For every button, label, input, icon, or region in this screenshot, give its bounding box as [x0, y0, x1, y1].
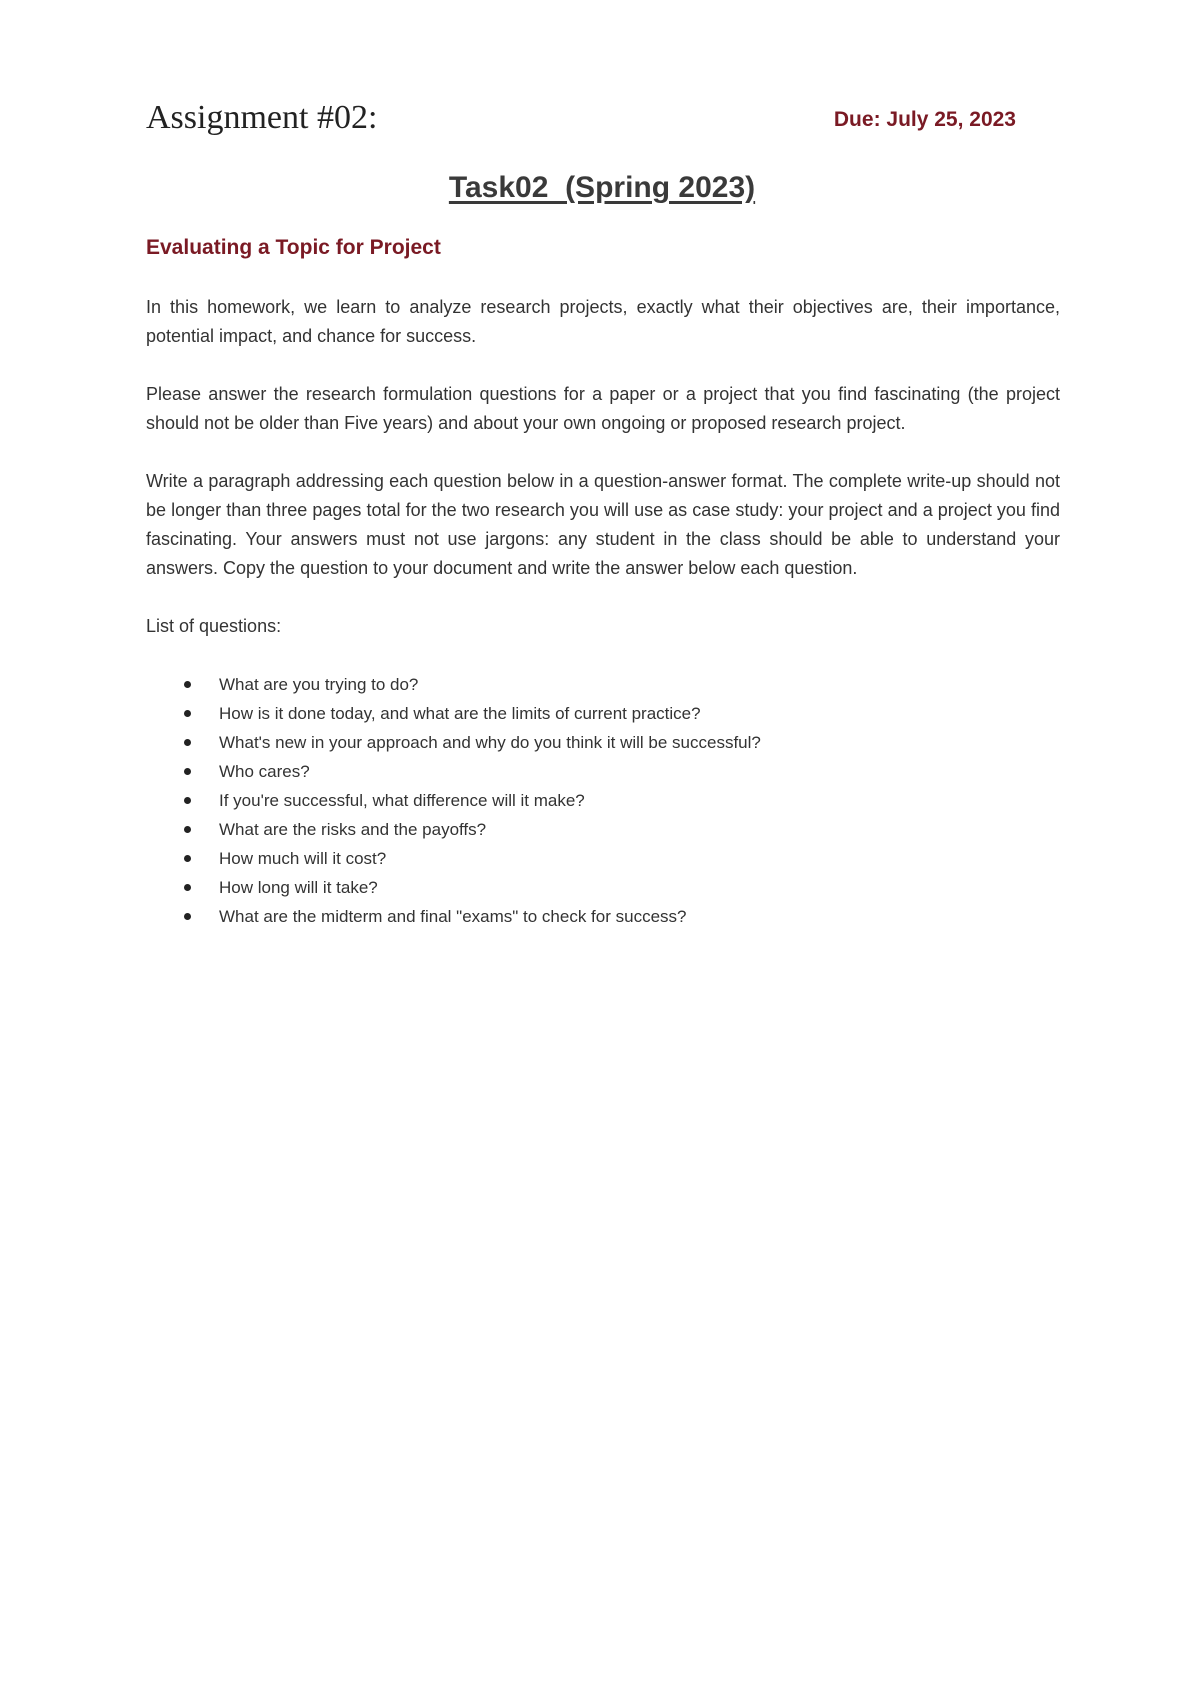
list-item	[146, 873, 1046, 902]
bullet-icon	[184, 913, 191, 920]
question-text: If you're successful, what difference will it make?	[219, 791, 585, 810]
task-title: Task02 (Spring 2023)	[448, 171, 756, 204]
list-item	[146, 670, 1046, 699]
instructions-paragraph: Please answer the research formulation questions for a paper or a project that you find fascinating (the project should not be older than Five years) and about your own ongoing or proposed research project.	[146, 384, 1060, 433]
due-date: Due: July 25, 2023	[833, 108, 1016, 131]
question-text: What are the midterm and final "exams" to check for success?	[219, 907, 687, 926]
list-label: List of questions:	[146, 616, 282, 636]
bullet-icon	[184, 826, 191, 833]
format-paragraph: Write a paragraph addressing each question below in a question-answer format. The complete write-up should not be longer than three pages total for the two research you will use as case study: your project and a project you find fascinating. Your answers must not use jargons: any student in the class should be able to understand your answers. Copy the question to your document and write the answer below each question.	[146, 471, 1060, 578]
question-list	[146, 670, 1046, 931]
intro-paragraph: In this homework, we learn to analyze research projects, exactly what their objectives are, their importance, potential impact, and chance for success.	[146, 297, 1060, 346]
list-item	[146, 757, 1046, 786]
question-text: What are the risks and the payoffs?	[219, 820, 487, 839]
question-text: What are you trying to do?	[219, 675, 419, 694]
list-item	[146, 728, 1046, 757]
bullet-icon	[184, 884, 191, 891]
list-item	[146, 699, 1046, 728]
header-row	[146, 96, 1016, 146]
question-text: What's new in your approach and why do you think it will be successful?	[219, 733, 761, 752]
assignment-title: Assignment #02:	[146, 99, 378, 136]
question-text: How is it done today, and what are the limits of current practice?	[219, 704, 701, 723]
list-item	[146, 844, 1046, 873]
bullet-icon	[184, 855, 191, 862]
question-text: Who cares?	[219, 762, 310, 781]
list-item	[146, 815, 1046, 844]
section-heading: Evaluating a Topic for Project	[146, 236, 441, 259]
bullet-icon	[184, 768, 191, 775]
bullet-icon	[184, 681, 191, 688]
bullet-icon	[184, 797, 191, 804]
list-item	[146, 902, 1046, 931]
bullet-icon	[184, 739, 191, 746]
list-item	[146, 786, 1046, 815]
question-text: How long will it take?	[219, 878, 378, 897]
bullet-icon	[184, 710, 191, 717]
question-text: How much will it cost?	[219, 849, 387, 868]
